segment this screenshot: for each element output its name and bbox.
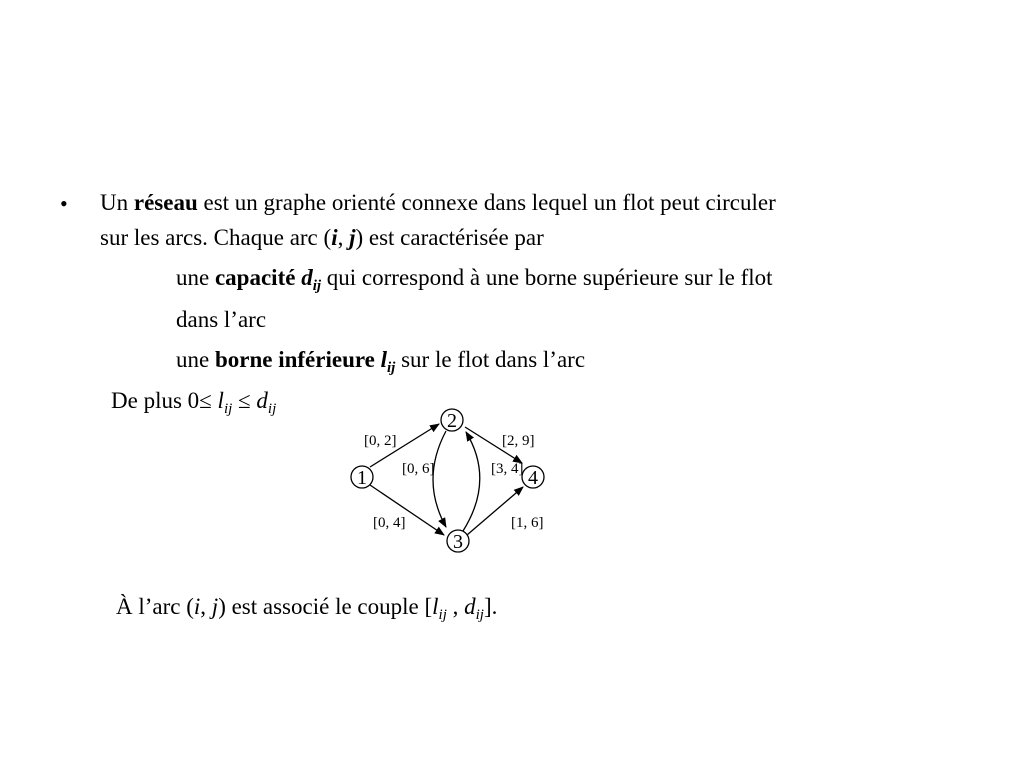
bullet-line-2 — [100, 224, 544, 252]
term-reseau: réseau — [133, 190, 198, 215]
var-j: j — [211, 594, 219, 619]
var-d: d — [256, 388, 268, 413]
edge-2-3 — [433, 431, 446, 527]
node-label-2: 2 — [447, 410, 457, 432]
inequality-line — [111, 387, 276, 415]
text-run: une — [176, 347, 215, 372]
subscript-ij: ij — [223, 401, 233, 417]
edge-3-2 — [463, 432, 480, 531]
bullet-line-1 — [100, 189, 776, 217]
text-run: ) est associé le couple [ — [218, 594, 433, 619]
text-run: une — [176, 265, 215, 290]
capacity-line — [176, 264, 773, 292]
var-d: d — [301, 265, 313, 290]
node-label-1: 1 — [357, 467, 367, 489]
text-run: , — [446, 594, 465, 619]
term-capacite: capacité — [214, 265, 296, 290]
text-run: qui correspond à une borne supérieure sur le flot — [321, 265, 773, 290]
text-run: , — [337, 225, 350, 250]
edge-label-2-3: [0, 6] — [402, 461, 435, 477]
var-i: i — [193, 594, 201, 619]
capacity-line-cont: dans l’arc — [176, 307, 267, 332]
text-run: sur le flot dans l’arc — [395, 347, 586, 372]
edge-label-3-2: [3, 4] — [491, 461, 524, 477]
var-l: l — [217, 388, 224, 413]
subscript-ij: ij — [267, 401, 277, 417]
text-run: ≤ — [232, 388, 257, 413]
var-i: i — [331, 225, 338, 250]
var-l: l — [432, 594, 439, 619]
term-borne-inferieure: borne inférieure — [214, 347, 375, 372]
lower-bound-line — [176, 346, 585, 374]
text-run: Un — [100, 190, 134, 215]
node-label-4: 4 — [528, 467, 538, 489]
network-graph — [320, 395, 580, 565]
node-label-3: 3 — [453, 531, 463, 553]
edge-label-1-3: [0, 4] — [373, 515, 406, 531]
edge-label-2-4: [2, 9] — [502, 433, 535, 449]
edge-label-3-4: [1, 6] — [511, 515, 544, 531]
subscript-ij: ij — [438, 607, 447, 623]
text-run: De plus 0≤ — [111, 388, 218, 413]
edge-label-1-2: [0, 2] — [364, 433, 397, 449]
text-run: ]. — [483, 594, 498, 619]
text-run: À l’arc ( — [116, 594, 194, 619]
subscript-ij: ij — [475, 607, 484, 623]
text-run: sur les arcs. Chaque arc ( — [100, 225, 332, 250]
text-run: est un graphe orienté connexe dans lequel un flot peut circuler — [197, 190, 776, 215]
subscript-ij: ij — [387, 360, 396, 376]
association-line — [116, 593, 497, 621]
text-run: ) est caractérisée par — [355, 225, 544, 250]
text-run: , — [200, 594, 212, 619]
var-l: l — [380, 347, 388, 372]
var-j: j — [349, 225, 356, 250]
bullet-marker: • — [60, 191, 68, 216]
var-d: d — [464, 594, 476, 619]
subscript-ij: ij — [312, 278, 322, 294]
